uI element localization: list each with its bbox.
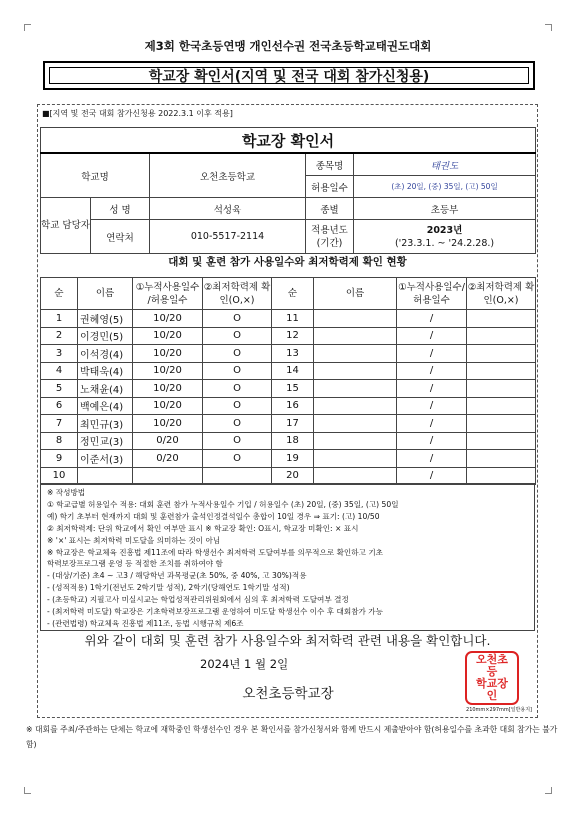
instruction-line: 학력보장프로그램 운영 등 적절한 조치를 취하여야 함: [47, 559, 223, 569]
contact-value: 010-5517-2114: [150, 220, 306, 254]
confirm-date: 2024년 1 월 2일: [200, 657, 289, 671]
row-no-2: 13: [272, 345, 314, 363]
row-no-2: 16: [272, 397, 314, 415]
instruction-line: ※ 학교장은 학교체육 진흥법 제11조에 따라 학생선수 최저학력 도달여부를 의무적으로 확인하고 기초: [47, 547, 383, 557]
instruction-line: - (대상/기준) 초4 ~ 고3 / 해당학년 과목평균(초 50%, 중 40%, 고 30%)적용: [47, 571, 307, 581]
col-no-2: 순: [272, 278, 314, 310]
row-name: 백예은(4): [78, 397, 133, 415]
row-no-2: 15: [272, 380, 314, 398]
col-no: 순: [41, 278, 78, 310]
period-value: ('23.3.1. ~ '24.2.28.): [394, 237, 495, 249]
row-min-2: [467, 362, 536, 380]
row-name: 정민교(3): [78, 432, 133, 450]
table-row: [41, 467, 536, 485]
row-days: 0/20: [133, 432, 203, 450]
table-row: [41, 432, 536, 450]
row-no: 8: [41, 432, 78, 450]
row-name-2: [314, 415, 397, 433]
row-min: O: [203, 310, 272, 328]
confirm-heading: 학교장 확인서: [41, 128, 536, 154]
table-row: [41, 397, 536, 415]
allowed-days-value: (초) 20일, (중) 35일, (고) 50일: [354, 176, 536, 198]
section-title: 대회 및 훈련 참가 사용일수와 최저학력제 확인 현황: [168, 256, 407, 268]
row-min-2: [467, 467, 536, 485]
instructions-box: [40, 483, 535, 631]
row-name-2: [314, 310, 397, 328]
col-name-2: 이름: [314, 278, 397, 310]
row-days-2: /: [397, 450, 467, 468]
school-seal-stamp: 오천초등 학교장인: [465, 651, 519, 705]
row-name-2: [314, 432, 397, 450]
event-title: 제3회 한국초등연맹 개인선수권 전국초등학교태권도대회: [144, 39, 432, 53]
category-value: 초등부: [354, 198, 536, 220]
row-days-2: /: [397, 415, 467, 433]
row-days: 10/20: [133, 345, 203, 363]
row-min: O: [203, 450, 272, 468]
row-name: 권혜영(5): [78, 310, 133, 328]
row-name-2: [314, 450, 397, 468]
table-row: [41, 362, 536, 380]
row-name: [78, 467, 133, 485]
row-no: 3: [41, 345, 78, 363]
row-days: 10/20: [133, 415, 203, 433]
table-row: [41, 345, 536, 363]
row-min-2: [467, 397, 536, 415]
year-value: 2023년: [426, 224, 463, 236]
row-days-2: /: [397, 345, 467, 363]
row-min-2: [467, 415, 536, 433]
row-days-2: /: [397, 397, 467, 415]
row-days: [133, 467, 203, 485]
school-value: 오천초등학교: [150, 153, 306, 198]
row-min: O: [203, 380, 272, 398]
confirm-statement: 위와 같이 대회 및 훈련 참가 사용일수와 최저학력 관련 내용을 확인합니다.: [84, 633, 491, 648]
row-min: O: [203, 432, 272, 450]
instruction-line: - (관련법령) 학교체육 진흥법 제11조, 동법 시행규칙 제6조: [47, 618, 244, 628]
col-days: ①누적사용일수 /허용일수: [133, 278, 203, 310]
row-min: O: [203, 327, 272, 345]
row-days-2: /: [397, 362, 467, 380]
table-row: [41, 327, 536, 345]
instruction-line: - (성적적용) 1학기(전년도 2학기말 성적), 2학기(당해연도 1학기말 성적): [47, 583, 290, 593]
row-name-2: [314, 362, 397, 380]
row-no-2: 12: [272, 327, 314, 345]
row-min: [203, 467, 272, 485]
row-no: 7: [41, 415, 78, 433]
sport-value: 태권도: [354, 153, 536, 176]
year-label: 적용년도 (기간): [306, 220, 354, 254]
principal-signature: 오천초등학교장: [242, 686, 334, 702]
school-info-table: [40, 127, 536, 254]
crop-mark: [545, 787, 552, 794]
row-min-2: [467, 327, 536, 345]
row-days: 0/20: [133, 450, 203, 468]
row-name-2: [314, 345, 397, 363]
row-days-2: /: [397, 432, 467, 450]
row-no: 10: [41, 467, 78, 485]
row-name: 최민규(3): [78, 415, 133, 433]
row-min: O: [203, 345, 272, 363]
school-label: 학교명: [41, 153, 150, 198]
staff-label: 학교 담당자: [41, 198, 91, 254]
instruction-line: - (최저학력 미도달) 학교장은 기초학력보장프로그램 운영하여 미도달 학생선수 이수 후 대회참가 가능: [47, 607, 383, 616]
row-min: O: [203, 415, 272, 433]
row-no: 5: [41, 380, 78, 398]
application-note: ■[지역 및 전국 대회 참가신청용 2022.3.1 이후 적용]: [42, 109, 233, 118]
sport-label: 종목명: [306, 153, 354, 176]
row-days-2: /: [397, 380, 467, 398]
athlete-table: [40, 277, 536, 485]
col-min: ②최저학력제 확인(O,×): [203, 278, 272, 310]
col-days-2: ①누적사용일수/ 허용일수: [397, 278, 467, 310]
form-title: 학교장 확인서(지역 및 전국 대회 참가신청용): [43, 61, 535, 90]
crop-mark: [24, 787, 31, 794]
table-row: [41, 415, 536, 433]
row-no-2: 18: [272, 432, 314, 450]
row-no: 4: [41, 362, 78, 380]
row-min-2: [467, 380, 536, 398]
instruction-line: - (초등학교) 지필고사 미실시교는 학업성적관리위원회에서 심의 후 최저학력 도달여부 결정: [47, 595, 349, 605]
row-days-2: /: [397, 327, 467, 345]
crop-mark: [545, 24, 552, 31]
table-row: [41, 310, 536, 328]
row-name-2: [314, 397, 397, 415]
row-name-2: [314, 467, 397, 485]
col-name: 이름: [78, 278, 133, 310]
name-label: 성 명: [91, 198, 150, 220]
row-no: 6: [41, 397, 78, 415]
table-row: [41, 450, 536, 468]
name-value: 석성육: [150, 198, 306, 220]
crop-mark: [24, 24, 31, 31]
instruction-line: 예) 학기 초부터 현재까지 대회 및 훈련참가 출석인정결석일수 총합이 10일 경우 ⇒ 표기: (고) 10/50: [47, 511, 380, 521]
row-name-2: [314, 380, 397, 398]
row-min: O: [203, 397, 272, 415]
row-days: 10/20: [133, 380, 203, 398]
row-no: 2: [41, 327, 78, 345]
row-days: 10/20: [133, 327, 203, 345]
row-no-2: 11: [272, 310, 314, 328]
row-days-2: /: [397, 310, 467, 328]
row-min-2: [467, 310, 536, 328]
row-no-2: 20: [272, 467, 314, 485]
footer-note: ※ 대회를 주최/주관하는 단체는 학교에 재학중인 학생선수인 경우 본 확인서를 참가신청서와 함께 반드시 제출받아야 함(허용일수를 초과한 대회 참가는 불가함): [26, 725, 558, 749]
instruction-line: ※ '×' 표시는 최저학력 미도달을 의미하는 것이 아님: [47, 535, 221, 545]
instruction-line: ※ 작성방법: [47, 488, 86, 497]
instruction-line: ① 학교급별 허용일수 적용: 대회 훈련 참가 누적사용일수 기입 / 허용일수 (초) 20일, (중) 35일, (고) 50일: [47, 499, 399, 509]
row-name: 이경민(5): [78, 327, 133, 345]
row-name: 박태욱(4): [78, 362, 133, 380]
col-min-2: ②최저학력제 확인(O,×): [467, 278, 536, 310]
year-cell: [354, 220, 536, 254]
row-days: 10/20: [133, 397, 203, 415]
row-name: 이준서(3): [78, 450, 133, 468]
row-no: 1: [41, 310, 78, 328]
paper-size-note: 210mm×297mm[일반용지]: [466, 707, 532, 713]
row-days: 10/20: [133, 362, 203, 380]
row-no-2: 19: [272, 450, 314, 468]
table-row: [41, 380, 536, 398]
row-days-2: /: [397, 467, 467, 485]
row-min: O: [203, 362, 272, 380]
row-no-2: 17: [272, 415, 314, 433]
row-days: 10/20: [133, 310, 203, 328]
row-name-2: [314, 327, 397, 345]
row-min-2: [467, 450, 536, 468]
row-name: 노채윤(4): [78, 380, 133, 398]
category-label: 종별: [306, 198, 354, 220]
contact-label: 연락처: [91, 220, 150, 254]
row-min-2: [467, 432, 536, 450]
instruction-line: ② 최저학력제: 단위 학교에서 확인 여부만 표시 ※ 학교장 확인: O표시, 학교장 미확인: × 표시: [47, 523, 359, 533]
row-no: 9: [41, 450, 78, 468]
allowed-days-label: 허용일수: [306, 176, 354, 198]
row-no-2: 14: [272, 362, 314, 380]
row-name: 이석경(4): [78, 345, 133, 363]
row-min-2: [467, 345, 536, 363]
